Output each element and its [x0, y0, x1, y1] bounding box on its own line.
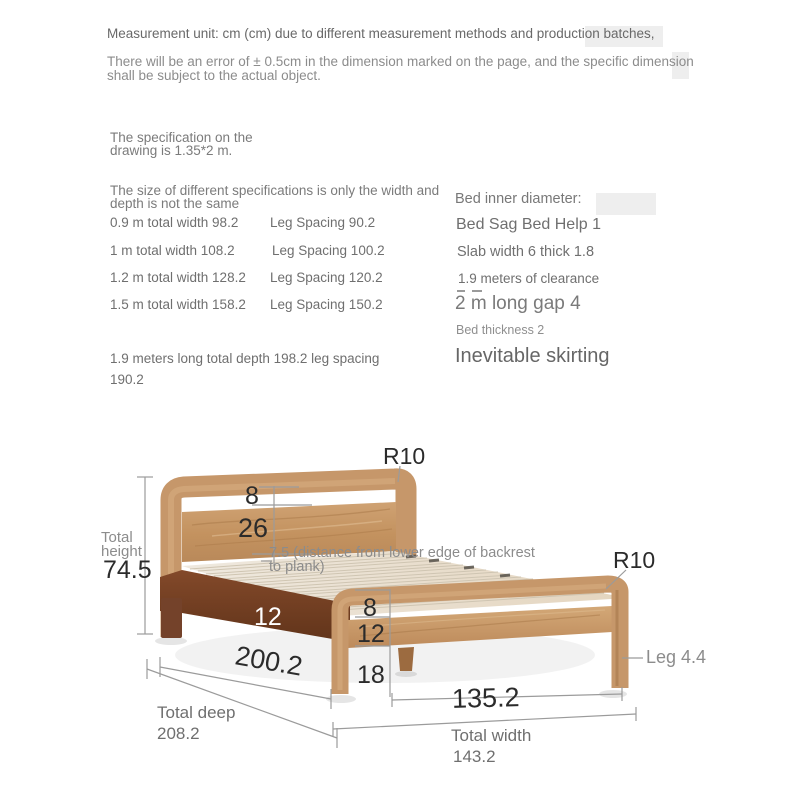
inner-depth-dim: 200.2 [232, 640, 305, 682]
side-rail-dim: 12 [254, 603, 282, 631]
total-height-value: 74.5 [103, 556, 152, 584]
foot-leg-dim: 18 [357, 661, 385, 689]
size-row-leg: Leg Spacing 90.2 [270, 215, 376, 230]
size-row-width: 1.2 m total width 128.2 [110, 270, 246, 285]
total-deep-label: Total deep [157, 703, 236, 722]
total-deep-value: 208.2 [157, 724, 200, 743]
spec-note-line1: The specification on the [110, 130, 253, 145]
error-note-line2: shall be subject to the actual object. [107, 68, 321, 83]
leg-shadow [155, 637, 187, 645]
spec-note-line2: drawing is 1.35*2 m. [110, 143, 233, 158]
size-note-line2: depth is not the same [110, 196, 240, 211]
size-row-width: 1.5 m total width 158.2 [110, 297, 246, 312]
size-row-width: 1 m total width 108.2 [110, 243, 235, 258]
depth-line1: 1.9 meters long total depth 198.2 leg spacing [110, 351, 380, 366]
total-width-value: 143.2 [453, 747, 496, 766]
depth-line2: 190.2 [110, 372, 144, 387]
r10-top-label: R10 [383, 443, 426, 469]
inner-spec-item: 1.9 meters of clearance [458, 271, 600, 286]
size-note-line1: The size of different specifications is only the width and [110, 183, 440, 198]
measurement-unit-note: Measurement unit: cm (cm) due to different measurement methods and production batches, [107, 26, 655, 41]
inner-spec-item: Bed Sag Bed Help 1 [456, 216, 601, 233]
inner-specs-title: Bed inner diameter: [455, 191, 582, 207]
foot-gap-dim: 8 [363, 594, 377, 622]
size-row-leg: Leg Spacing 150.2 [270, 297, 383, 312]
r10-right-label: R10 [613, 547, 656, 573]
headboard-leg-dark [161, 598, 182, 638]
inner-spec-item: Bed thickness 2 [456, 323, 545, 337]
leg-shadow [395, 671, 417, 677]
foot-rail-dim: 12 [357, 620, 385, 648]
backrest-note-line1: 7.5 (distance from lower edge of backrest [269, 545, 535, 561]
headboard-gap-dim: 8 [245, 482, 259, 510]
backrest-note-line2: to plank) [269, 559, 325, 575]
total-height-label1: Total [101, 529, 133, 546]
inner-width-dim: 135.2 [451, 682, 520, 714]
inner-spec-item: Slab width 6 thick 1.8 [457, 244, 595, 260]
size-row-leg: Leg Spacing 100.2 [272, 243, 385, 258]
error-note-line1: There will be an error of ± 0.5cm in the dimension marked on the page, and the specific dimension [107, 54, 694, 69]
total-width-label: Total width [451, 726, 532, 745]
inner-spec-item: Inevitable skirting [455, 345, 610, 367]
total-height-label2: height [101, 543, 142, 560]
size-row-width: 0.9 m total width 98.2 [110, 215, 239, 230]
front-middle-leg [398, 647, 414, 671]
size-row-leg: Leg Spacing 120.2 [270, 270, 383, 285]
inner-spec-item: 2 m long gap 4 [455, 293, 581, 314]
leg-size-label: Leg 4.4 [646, 647, 707, 667]
headboard-panel-dim: 26 [238, 513, 269, 543]
